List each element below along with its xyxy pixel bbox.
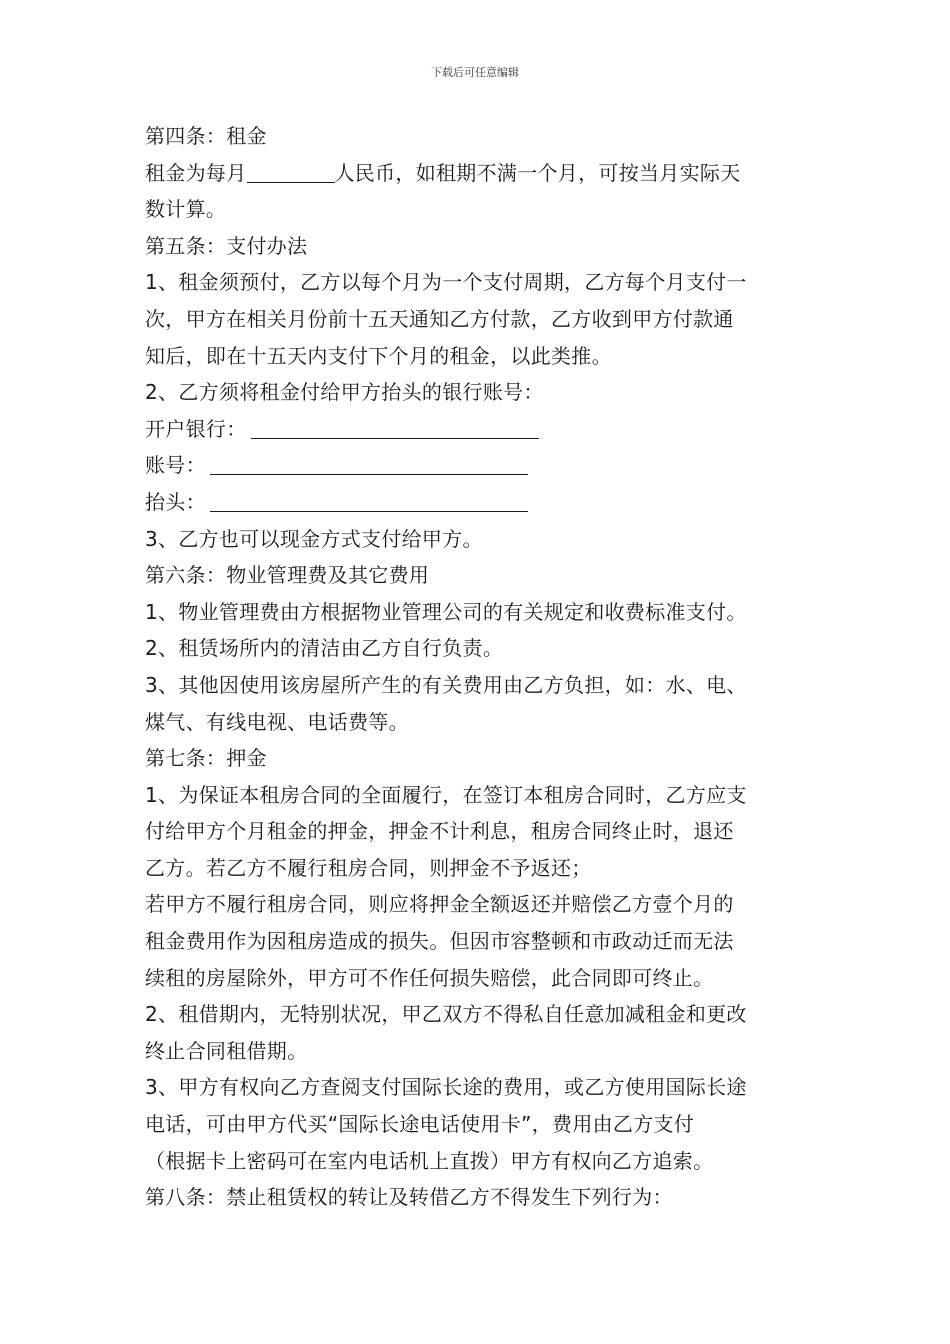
article-7-para-1-line-2: 付给甲方个月租金的押金，押金不计利息，租房合同终止时，退还: [145, 819, 734, 844]
article-7-para-1-line-3: 乙方。若乙方不履行租房合同，则押金不予返还；: [145, 855, 592, 880]
account-field-blank[interactable]: [210, 454, 528, 475]
article-7-para-3-line-3: （根据卡上密码可在室内电话机上直拨）甲方有权向乙方追索。: [145, 1148, 714, 1173]
article-5-para-1-line-3: 知后，即在十五天内支付下个月的租金，以此类推。: [145, 343, 612, 368]
bank-field-row: [145, 411, 815, 448]
article-4-title: 第四条：租金: [145, 124, 267, 148]
rent-amount-blank[interactable]: [247, 162, 335, 183]
article-6-para-2: 2、租赁场所内的清洁由乙方自行负责。: [145, 636, 504, 661]
article-6-para-3-line-1: 3、其他因使用该房屋所产生的有关费用由乙方负担，如：水、电、: [145, 672, 747, 697]
article-7-para-1-line-5: 租金费用作为因租房造成的损失。但因市容整顿和市政动迁而无法: [145, 929, 734, 954]
account-field-row: [145, 447, 815, 484]
article-7-para-2-line-2: 终止合同租借期。: [145, 1038, 308, 1063]
payee-field-row: [145, 484, 815, 521]
rent-prefix: 租金为每月: [145, 160, 247, 185]
article-7-para-1-line-4: 若甲方不履行租房合同，则应将押金全额返还并赔偿乙方壹个月的: [145, 892, 734, 917]
article-7-para-3-line-1: 3、甲方有权向乙方查阅支付国际长途的费用，或乙方使用国际长途: [145, 1075, 747, 1100]
payee-field-label: 抬头：: [145, 489, 206, 514]
article-6-title: 第六条：物业管理费及其它费用: [145, 563, 430, 588]
article-5-title: 第五条：支付办法: [145, 233, 308, 258]
document-body: [145, 118, 815, 1216]
rent-suffix: 人民币，如租期不满一个月，可按当月实际天: [334, 160, 741, 185]
article-5-para-3: 3、乙方也可以现金方式支付给甲方。: [145, 526, 483, 551]
article-4-rent-cont: 数计算。: [145, 197, 227, 222]
article-6-para-3-line-2: 煤气、有线电视、电话费等。: [145, 709, 409, 734]
article-7-para-2-line-1: 2、租借期内，无特别状况，甲乙双方不得私自任意加减租金和更改: [145, 1002, 747, 1027]
article-7-para-3-line-2: 电话，可由甲方代买“国际长途电话使用卡”，费用由乙方支付: [145, 1112, 695, 1137]
payee-field-blank[interactable]: [210, 491, 528, 512]
article-7-para-1-line-1: 1、为保证本租房合同的全面履行，在签订本租房合同时，乙方应支: [145, 782, 747, 807]
article-7-title: 第七条：押金: [145, 746, 267, 771]
article-5-para-2: 2、乙方须将租金付给甲方抬头的银行账号：: [145, 380, 544, 405]
bank-field-blank[interactable]: [251, 418, 539, 439]
bank-field-label: 开户银行：: [145, 416, 247, 441]
article-7-para-1-line-6: 续租的房屋除外，甲方可不作任何损失赔偿，此合同即可终止。: [145, 965, 714, 990]
article-5-para-1-line-1: 1、租金须预付，乙方以每个月为一个支付周期，乙方每个月支付一: [145, 270, 747, 295]
article-5-para-1-line-2: 次，甲方在相关月份前十五天通知乙方付款，乙方收到甲方付款通: [145, 306, 734, 331]
article-8-title: 第八条：禁止租赁权的转让及转借乙方不得发生下列行为：: [145, 1185, 673, 1210]
article-6-para-1: 1、物业管理费由方根据物业管理公司的有关规定和收费标准支付。: [145, 599, 747, 624]
article-4-rent-line: [145, 155, 815, 192]
account-field-label: 账号：: [145, 453, 206, 478]
header-note: 下载后可任意编辑: [431, 66, 519, 79]
